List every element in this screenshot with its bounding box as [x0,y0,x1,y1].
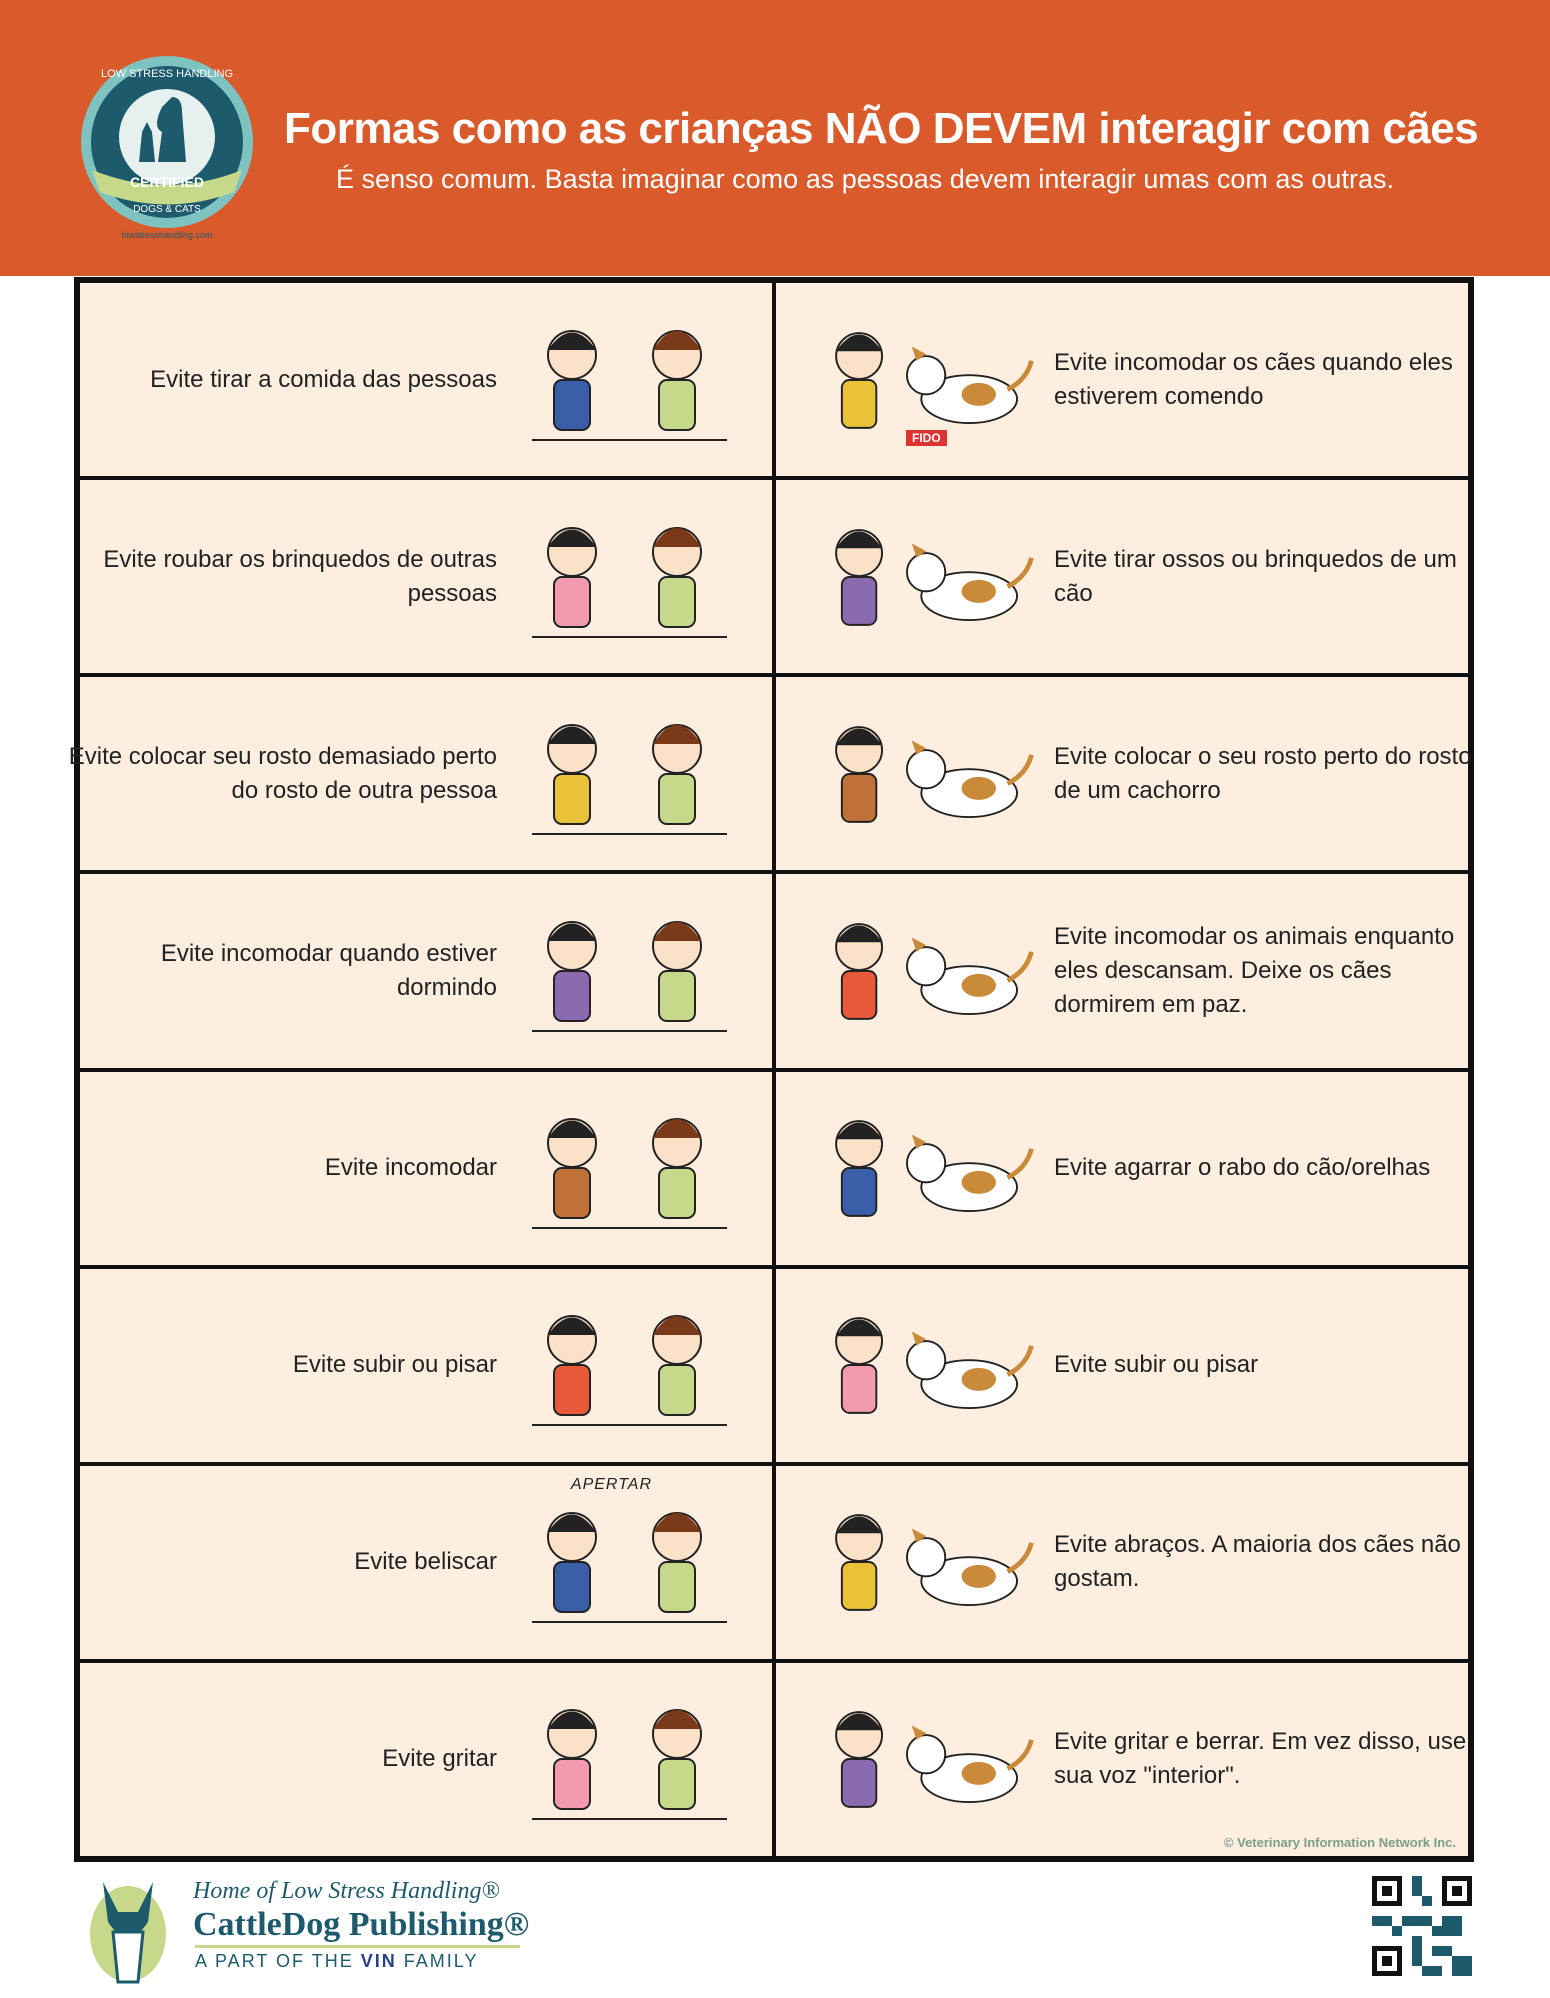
header-banner [0,0,1550,276]
badge-url: lowstresshandling.com [121,230,213,240]
child-person-illustration [512,502,747,652]
dog-rule-text: Evite subir ou pisar [1054,1351,1259,1379]
people-rule-text: Evite beliscar [354,1548,497,1576]
people-rule-text: Evite roubar os brinquedos de outras pessoas [103,545,497,607]
dog-rule-text: Evite gritar e berrar. Em vez disso, use sua voz "interior". [1054,1728,1467,1790]
footer-family-line [195,1951,478,1972]
child-person-illustration [512,896,747,1046]
footer-publisher: CattleDog Publishing® [193,1906,530,1943]
rule-cell-left [78,281,774,478]
dog-rule-text: Evite agarrar o rabo do cão/orelhas [1054,1154,1431,1182]
vin-brand: VIN [360,1951,397,1971]
badge-ribbon-text: CERTIFIED [130,174,204,190]
child-dog-illustration [816,1684,1041,1834]
child-person-illustration [512,1290,747,1440]
copyright-text: © Veterinary Information Network Inc. [1223,1835,1456,1850]
rule-cell-right [774,1267,1470,1464]
rule-cell-right [774,872,1470,1069]
rule-cell-left [68,675,774,872]
footer-tagline: Home of Low Stress Handling® [193,1878,500,1904]
dog-rule-text: Evite incomodar os animais enquanto eles descansam. Deixe os cães dormirem em paz. [1054,922,1455,1018]
badge-top-text: LOW STRESS HANDLING [100,68,234,80]
dog-rule-text: Evite incomodar os cães quando eles estiverem comendo [1054,348,1453,410]
rule-cell-right [774,478,1470,675]
rule-cell-left [78,1661,774,1858]
badge-bottom-text: DOGS & CATS [133,204,201,215]
footer-divider [195,1945,520,1948]
people-rule-text: Evite gritar [382,1745,497,1773]
people-rule-text: Evite incomodar [324,1154,497,1182]
cattledog-logo [78,1872,178,1987]
right-illustration-label: FIDO [906,430,947,446]
rule-cell-left [78,478,774,675]
child-person-illustration [512,305,747,455]
people-rule-text: Evite colocar seu rosto demasiado perto do rosto de outra pessoa [68,742,497,804]
qr-code[interactable] [1372,1876,1472,1976]
child-dog-illustration [816,1093,1041,1243]
people-rule-text: Evite subir ou pisar [292,1351,497,1379]
footer-family-suffix: FAMILY [403,1951,479,1971]
dog-rule-text: Evite abraços. A maioria dos cães não gostam. [1054,1531,1461,1593]
child-person-illustration [512,699,747,849]
certified-badge-logo [72,52,262,242]
dog-rule-text: Evite colocar o seu rosto perto do rosto de um cachorro [1054,742,1472,804]
rule-cell-right [774,1661,1470,1858]
child-dog-illustration [816,896,1041,1046]
rule-cell-right [774,1464,1470,1661]
comparison-grid [68,277,1474,1862]
child-person-illustration [512,1093,747,1243]
rule-cell-left [78,872,774,1069]
rule-cell-left [78,1464,774,1661]
rule-cell-right [774,281,1470,478]
page-title: Formas como as crianças NÃO DEVEM interagir com cães [284,104,1479,153]
page-subtitle: É senso comum. Basta imaginar como as pessoas devem interagir umas com as outras. [336,164,1394,194]
people-rule-text: Evite incomodar quando estiver dormindo [160,939,497,1001]
rule-cell-right [774,675,1470,872]
left-illustration-label: APERTAR [570,1475,652,1493]
footer-family-prefix: A PART OF THE [195,1951,354,1971]
rule-cell-left [78,1070,774,1267]
child-person-illustration [512,1684,747,1834]
rule-cell-right [774,1070,1470,1267]
child-dog-illustration [816,699,1041,849]
child-dog-illustration [816,502,1041,652]
child-dog-illustration [816,1290,1041,1440]
people-rule-text: Evite tirar a comida das pessoas [150,365,497,393]
child-person-illustration [512,1487,747,1637]
dog-rule-text: Evite tirar ossos ou brinquedos de um cão [1054,545,1457,607]
child-dog-illustration [816,1487,1041,1637]
rule-cell-left [78,1267,774,1464]
